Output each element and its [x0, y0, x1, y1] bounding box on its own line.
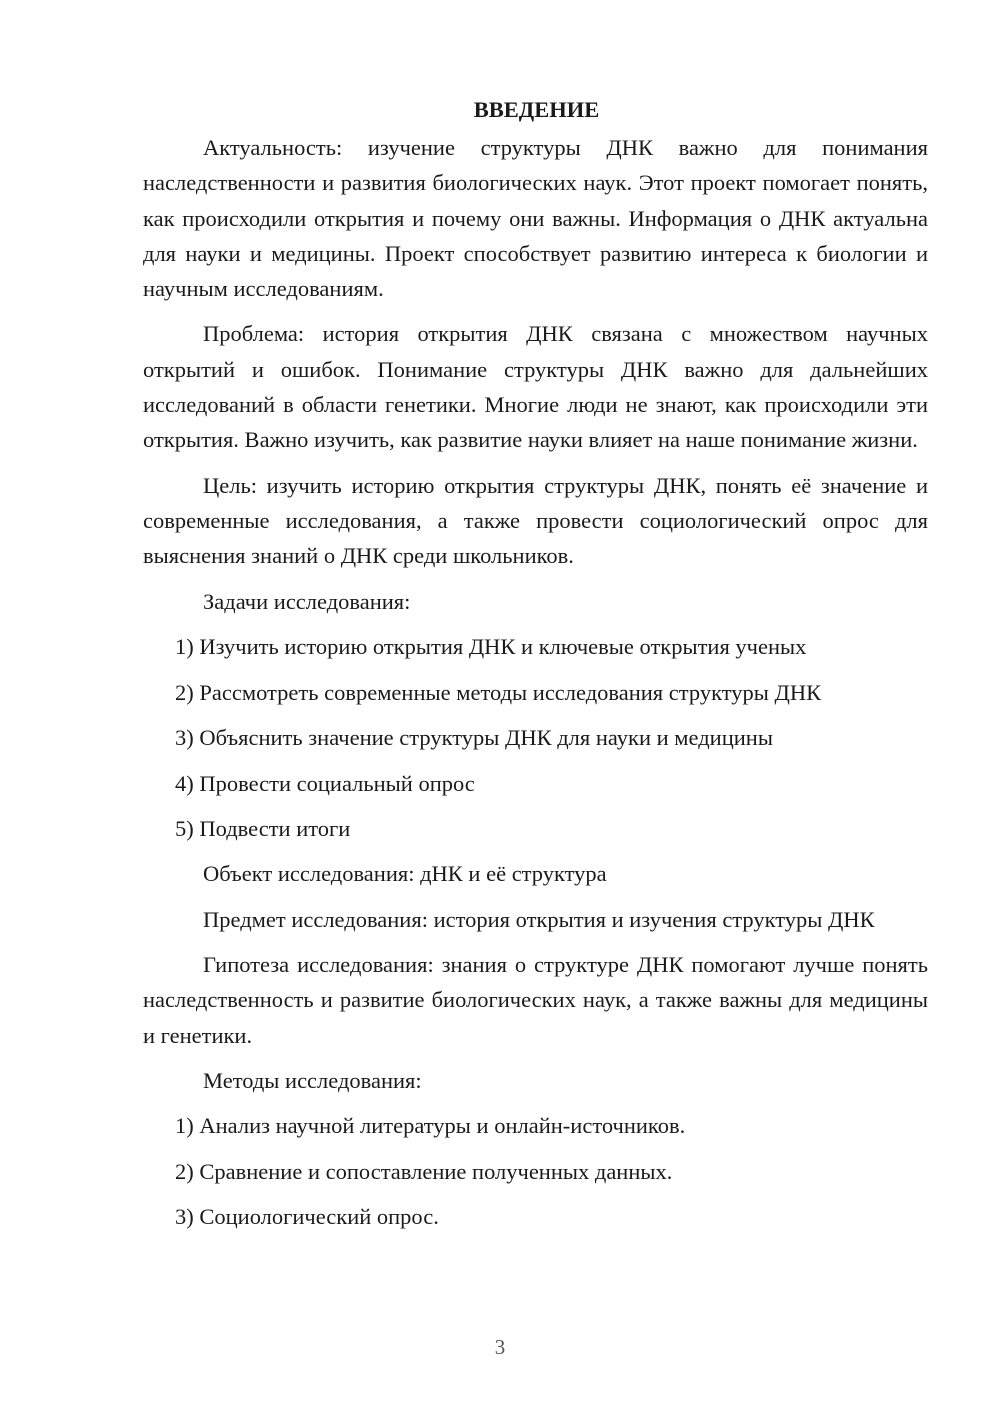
goal-paragraph: Цель: изучить историю открытия структуры ДНК, понять её значение и современные исследования, а также провести социологический опрос для выяснения знаний о ДНК среди школьников. — [143, 472, 928, 569]
method-item-3: 3) Социологический опрос. — [175, 1204, 439, 1230]
object-paragraph: Объект исследования: дНК и её структура — [203, 861, 607, 887]
tasks-heading: Задачи исследования: — [203, 588, 411, 614]
method-item-2: 2) Сравнение и сопоставление полученных данных. — [175, 1158, 673, 1184]
relevance-paragraph: Актуальность: изучение структуры ДНК важно для понимания наследственности и развития биологических наук. Этот проект помогает понять, как происходили открытия и почему они важны. Информация о ДНК актуальна для науки и медицины. Проект способствует развитию интереса к биологии и научным исследованиям. — [143, 135, 928, 302]
hypothesis-paragraph: Гипотеза исследования: знания о структуре ДНК помогают лучше понять наследственность и развитие биологических наук, а также важны для медицины и генетики. — [143, 952, 928, 1048]
page-content — [143, 96, 928, 1235]
problem-paragraph: Проблема: история открытия ДНК связана с множеством научных открытий и ошибок. Понимание структуры ДНК важно для дальнейших исследований в области генетики. Многие люди не знают, как происходили эти открытия. Важно изучить, как развитие науки влияет на наше понимание жизни. — [143, 321, 928, 453]
subject-paragraph: Предмет исследования: история открытия и изучения структуры ДНК — [203, 906, 875, 932]
task-item-4: 4) Провести социальный опрос — [175, 770, 475, 796]
task-item-2: 2) Рассмотреть современные методы исследования структуры ДНК — [175, 679, 822, 705]
page-title: ВВЕДЕНИЕ — [473, 97, 600, 122]
task-item-5: 5) Подвести итоги — [175, 815, 351, 841]
task-item-3: 3) Объяснить значение структуры ДНК для науки и медицины — [175, 725, 773, 751]
page-number: 3 — [494, 1335, 506, 1359]
task-item-1: 1) Изучить историю открытия ДНК и ключевые открытия ученых — [175, 634, 807, 660]
methods-heading: Методы исследования: — [203, 1067, 422, 1093]
method-item-1: 1) Анализ научной литературы и онлайн-источников. — [175, 1113, 686, 1139]
